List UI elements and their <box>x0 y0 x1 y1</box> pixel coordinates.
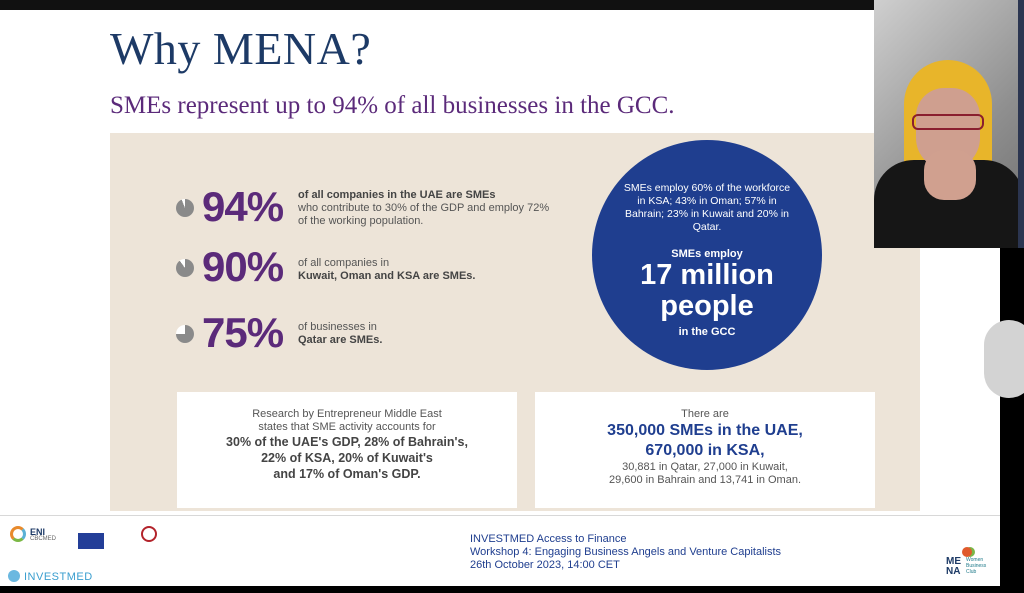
pie-chart-icon <box>176 259 194 277</box>
circle-big-number <box>592 260 822 322</box>
presentation-slide <box>0 10 1000 586</box>
footer-line3: 26th October 2023, 14:00 CET <box>470 559 620 571</box>
webcam-person-hand <box>924 150 976 200</box>
research-bold1: 30% of the UAE's GDP, 28% of Bahrain's, <box>226 435 468 449</box>
webcam-video-tile[interactable] <box>874 0 1024 248</box>
stat-description <box>298 189 558 228</box>
stat-description <box>298 321 558 347</box>
pie-chart-icon <box>176 199 194 217</box>
stat-desc-bold: of all companies in the UAE are SMEs <box>298 189 496 201</box>
side-scroll-button[interactable] <box>984 320 1024 398</box>
crest-logo <box>141 526 157 542</box>
footer-divider <box>0 515 1000 516</box>
research-line1: Research by Entrepreneur Middle East <box>252 408 442 420</box>
stat-percent: 75% <box>202 309 284 356</box>
mena-logo-text: ME NA <box>946 556 961 577</box>
research-line2: states that SME activity accounts for <box>258 421 436 433</box>
stat-percent: 94% <box>202 183 284 230</box>
stat-desc-bold: Qatar are SMEs. <box>298 334 383 346</box>
pie-chart-icon <box>176 325 194 343</box>
webcam-edge <box>1018 0 1024 248</box>
investmed-label: INVESTMED <box>24 571 93 583</box>
eni-logo-text: ENI <box>30 527 46 537</box>
eni-ring-icon <box>10 526 26 542</box>
stat-desc-text: of all companies in <box>298 257 390 269</box>
window-top-bar <box>0 0 1024 10</box>
sme-count-box <box>535 392 875 508</box>
circle-gcc-label: in the GCC <box>678 326 736 338</box>
research-bold2: 22% of KSA, 20% of Kuwait's <box>261 451 433 465</box>
sme-count-small1: 30,881 in Qatar, 27,000 in Kuwait, <box>622 461 788 473</box>
circle-employ-label: SMEs employ <box>671 248 743 260</box>
footer-line2: Workshop 4: Engaging Business Angels and Venture Capitalists <box>470 546 782 558</box>
eu-flag-logo <box>78 533 104 549</box>
investmed-icon <box>8 570 20 582</box>
stat-desc-bold: Kuwait, Oman and KSA are SMEs. <box>298 270 476 282</box>
investmed-logo <box>8 570 93 583</box>
stat-description <box>298 257 558 283</box>
mena-women-business-club-logo <box>946 547 996 583</box>
slide-subtitle: SMEs represent up to 94% of all businesses in the GCC. <box>110 92 675 119</box>
sme-count-small2: 29,600 in Bahrain and 13,741 in Oman. <box>608 474 802 486</box>
stat-percent: 90% <box>202 243 284 290</box>
employment-circle <box>592 140 822 370</box>
footer-line1: INVESTMED Access to Finance <box>470 533 627 545</box>
webcam-person-glasses <box>912 114 984 130</box>
circle-big-line1: 17 million <box>640 259 774 291</box>
eni-logo-subtext: CBCMED <box>30 536 57 542</box>
circle-small-text: SMEs employ 60% of the workforce in KSA; 43% in Oman; 57% in Bahrain; 23% in Kuwait and 20% in Qatar. <box>623 182 791 233</box>
stat-desc-text: of businesses in <box>298 321 377 333</box>
stat-desc-text: who contribute to 30% of the GDP and employ 72% of the working population. <box>298 202 550 227</box>
eni-cbcmed-logo <box>8 526 68 554</box>
research-box <box>177 392 517 508</box>
flower-icon <box>962 547 972 557</box>
sme-count-bold1: 350,000 SMEs in the UAE, <box>607 422 803 439</box>
sme-count-intro: There are <box>681 408 729 420</box>
research-bold3: and 17% of Oman's GDP. <box>273 467 421 481</box>
mena-logo-subtext: Women Business Club <box>966 557 987 575</box>
sme-count-bold2: 670,000 in KSA, <box>645 442 765 459</box>
footer-info <box>470 533 781 572</box>
slide-title: Why MENA? <box>110 23 372 74</box>
circle-big-line2: people <box>660 290 754 322</box>
